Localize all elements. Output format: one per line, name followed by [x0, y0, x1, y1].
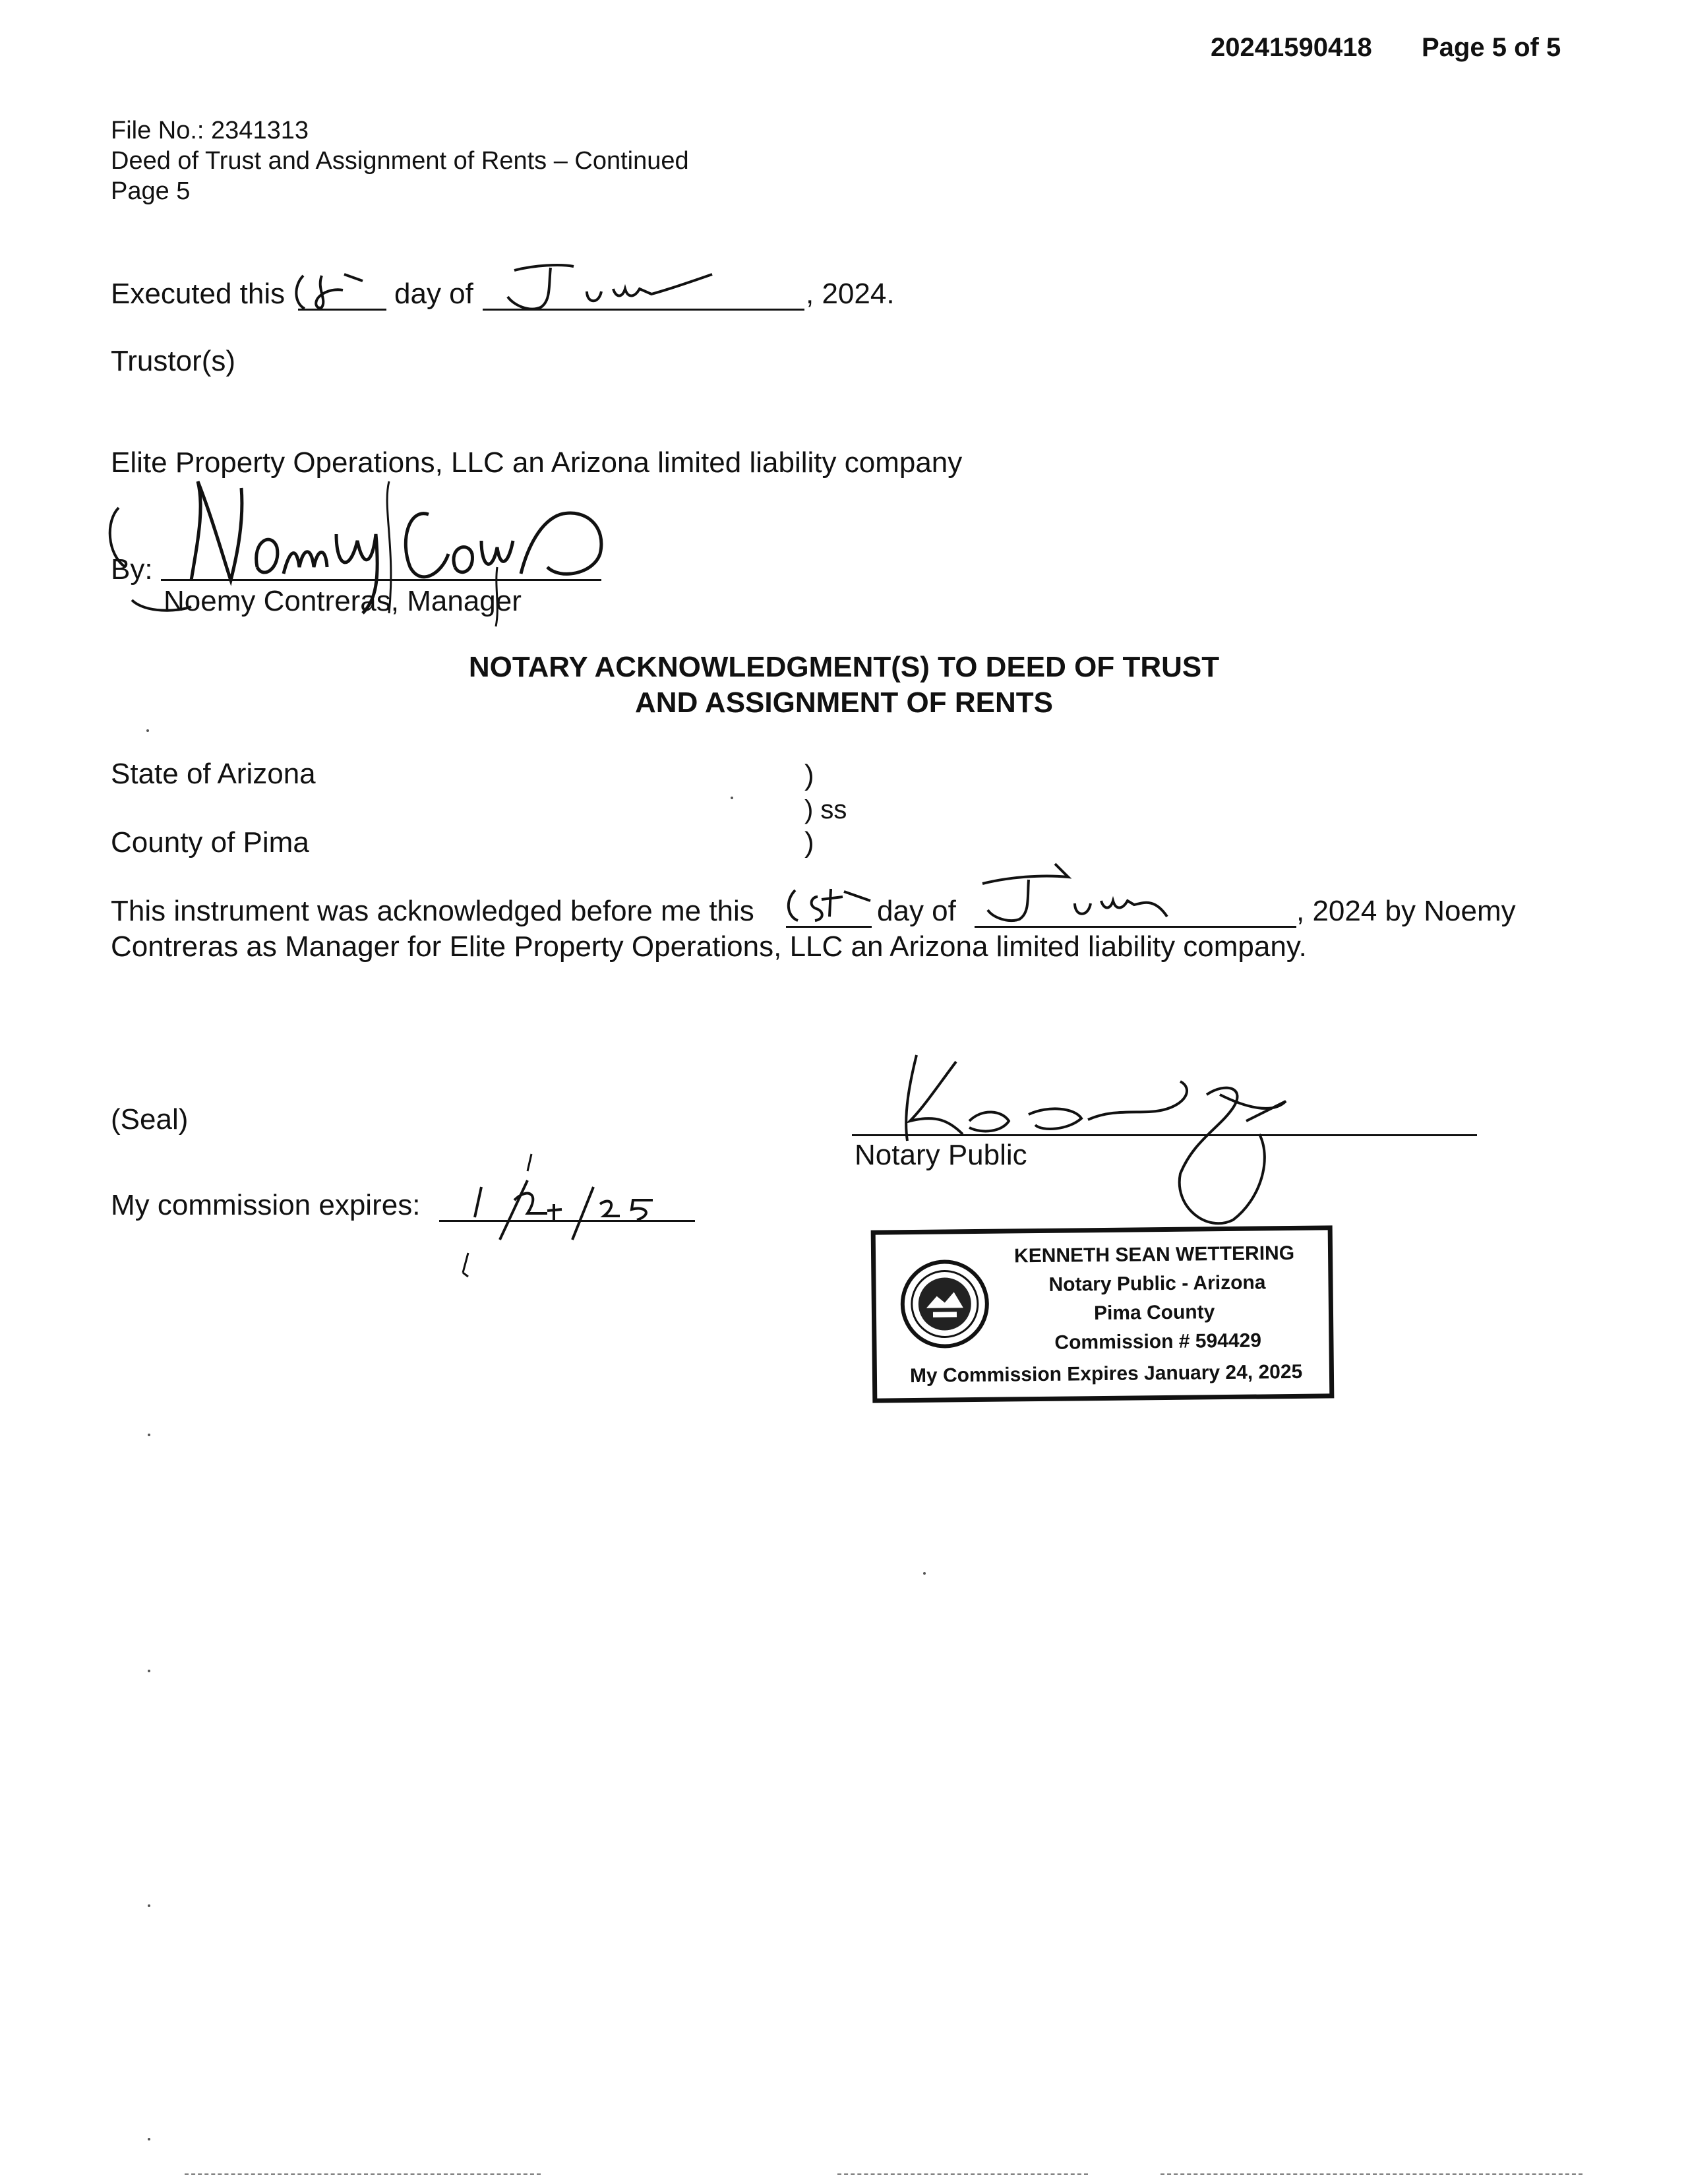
executed-prefix: Executed this: [111, 278, 286, 310]
notary-signature: [877, 1042, 1352, 1240]
page-indicator: Page 5 of 5: [1422, 33, 1561, 62]
notary-stamp: [871, 1225, 1335, 1403]
notary-heading-line1: NOTARY ACKNOWLEDGMENT(S) TO DEED OF TRUST: [468, 651, 1220, 683]
venue-county: County of Pima: [111, 826, 309, 859]
ack-suffix: , 2024 by Noemy: [1296, 895, 1516, 927]
scan-noise-middle: [837, 2173, 1088, 2176]
venue-state: State of Arizona: [111, 758, 316, 790]
stamp-notary-title: Notary Public - Arizona: [1048, 1271, 1266, 1296]
scan-speck: [148, 2138, 150, 2140]
stamp-expiration: My Commission Expires January 24, 2025: [909, 1360, 1303, 1387]
file-number: File No.: 2341313: [111, 117, 309, 144]
trustor-label: Trustor(s): [111, 345, 236, 377]
page-label: Page 5: [111, 177, 191, 205]
scan-noise-right: [1160, 2173, 1582, 2176]
stamp-county: Pima County: [1093, 1301, 1215, 1325]
scan-speck: [148, 1670, 150, 1672]
stamp-notary-name: KENNETH SEAN WETTERING: [1013, 1242, 1295, 1267]
handwritten-executed-day: [290, 262, 396, 315]
venue-paren-ss: ) ss: [804, 795, 847, 824]
document-title: Deed of Trust and Assignment of Rents – Continued: [111, 147, 689, 175]
scan-noise-left: [185, 2173, 541, 2176]
scan-speck: [146, 729, 149, 732]
scan-speck: [148, 1434, 150, 1436]
commission-label: My commission expires:: [111, 1189, 421, 1221]
ack-prefix: This instrument was acknowledged before me this: [111, 895, 754, 927]
signer-name: Noemy Contreras, Manager: [164, 585, 522, 617]
venue-paren-3: ): [804, 826, 814, 859]
scan-speck: [731, 797, 733, 799]
executed-day-of: day of: [394, 278, 473, 310]
executed-year: , 2024.: [806, 278, 895, 310]
venue-paren-1: ): [804, 759, 814, 791]
trustor-company: Elite Property Operations, LLC an Arizona limited liability company: [111, 446, 963, 479]
scan-speck: [148, 1904, 150, 1907]
handwritten-commission-date: [455, 1141, 706, 1286]
arizona-state-seal-icon: [899, 1259, 990, 1349]
seal-label: (Seal): [111, 1103, 189, 1136]
ack-line-2: Contreras as Manager for Elite Property Operations, LLC an Arizona limited liability company.: [111, 930, 1307, 963]
trustor-signature: [99, 468, 666, 626]
stamp-commission-number: Commission # 594429: [1054, 1329, 1262, 1354]
scan-speck: [923, 1572, 926, 1575]
ack-day-of: day of: [877, 895, 956, 927]
document-number: 20241590418: [1211, 33, 1372, 62]
handwritten-ack-day: [778, 877, 884, 930]
notary-heading-line2: AND ASSIGNMENT OF RENTS: [635, 686, 1053, 719]
notary-public-label: Notary Public: [855, 1139, 1027, 1171]
handwritten-ack-month: [969, 857, 1220, 930]
by-label: By:: [111, 553, 153, 586]
handwritten-executed-month: [488, 257, 738, 317]
